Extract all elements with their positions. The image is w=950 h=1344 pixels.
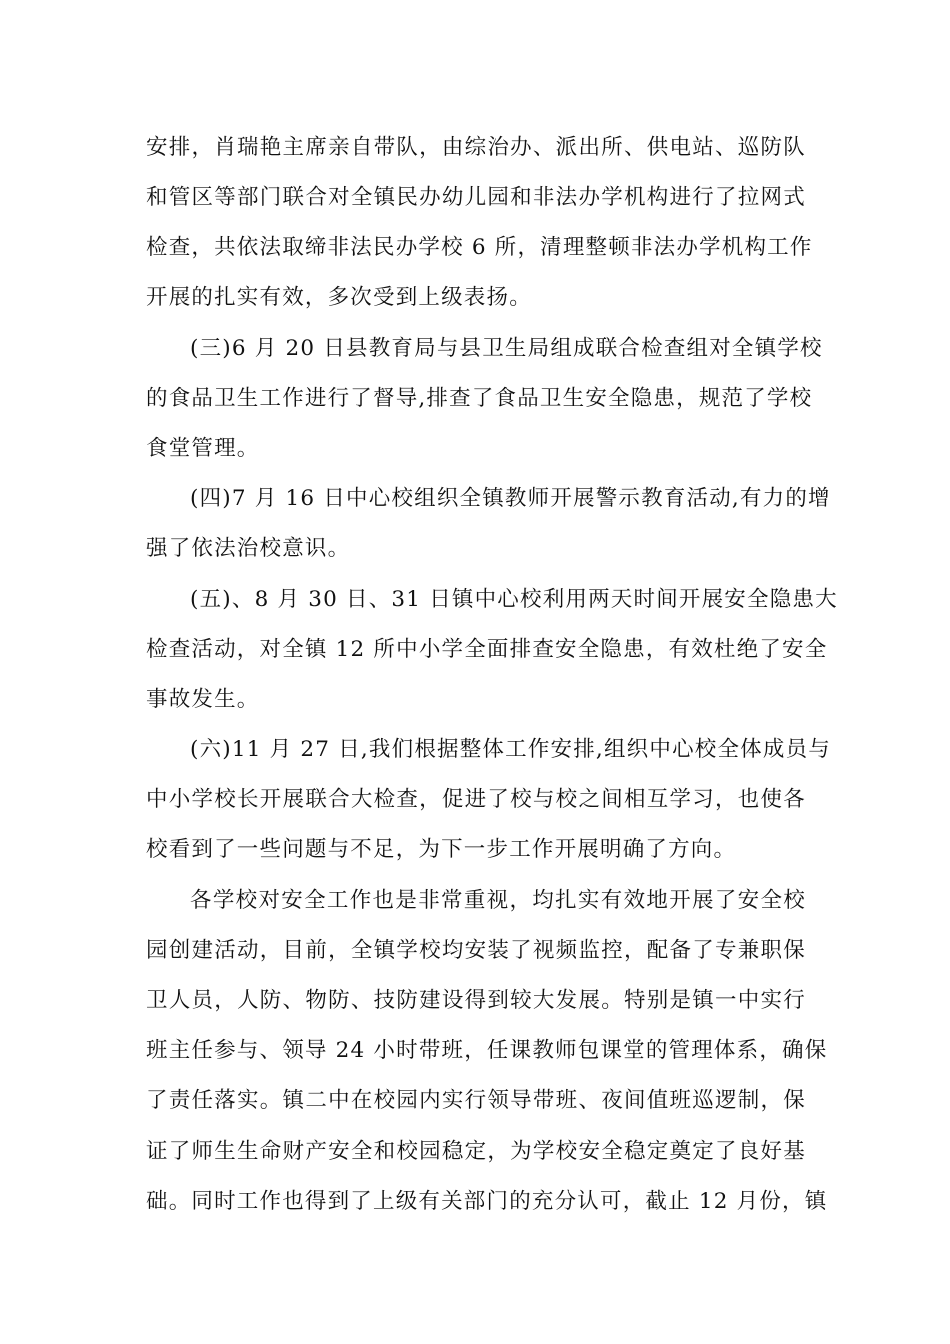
text-line: 事故发生。 [146,687,260,712]
text-line: 和管区等部门联合对全镇民办幼儿园和非法办学机构进行了拉网式 [146,185,806,210]
text-line: 检查，共依法取缔非法民办学校 6 所，清理整顿非法办学机构工作 [146,235,813,260]
text-line: (四)7 月 16 日中心校组织全镇教师开展警示教育活动,有力的增 [190,486,831,511]
text-line: 班主任参与、领导 24 小时带班，任课教师包课堂的管理体系，确保 [146,1038,828,1063]
text-line: 检查活动，对全镇 12 所中小学全面排查安全隐患，有效杜绝了安全 [146,637,828,662]
text-line: 安排，肖瑞艳主席亲自带队，由综治办、派出所、供电站、巡防队 [146,135,806,160]
text-line: 卫人员，人防、物防、技防建设得到较大发展。特别是镇一中实行 [146,988,806,1013]
text-line: 校看到了一些问题与不足，为下一步工作开展明确了方向。 [146,837,737,862]
text-line: (六)11 月 27 日,我们根据整体工作安排,组织中心校全体成员与 [190,737,831,762]
text-line: 了责任落实。镇二中在校园内实行领导带班、夜间值班巡逻制，保 [146,1088,806,1113]
text-line: 各学校对安全工作也是非常重视，均扎实有效地开展了安全校 [190,888,806,913]
text-line: 强了依法治校意识。 [146,536,351,561]
text-line: 开展的扎实有效，多次受到上级表扬。 [146,285,532,310]
text-line: 础。同时工作也得到了上级有关部门的充分认可，截止 12 月份，镇 [146,1189,828,1214]
text-line: 中小学校长开展联合大检查，促进了校与校之间相互学习，也使各 [146,787,806,812]
text-line: 的食品卫生工作进行了督导,排查了食品卫生安全隐患，规范了学校 [146,386,813,411]
text-line: 食堂管理。 [146,436,260,461]
text-line: (五)、8 月 30 日、31 日镇中心校利用两天时间开展安全隐患大 [190,587,838,612]
text-line: (三)6 月 20 日县教育局与县卫生局组成联合检查组对全镇学校 [190,336,823,361]
text-line: 园创建活动，目前，全镇学校均安装了视频监控，配备了专兼职保 [146,938,806,963]
text-line: 证了师生生命财产安全和校园稳定，为学校安全稳定奠定了良好基 [146,1139,806,1164]
